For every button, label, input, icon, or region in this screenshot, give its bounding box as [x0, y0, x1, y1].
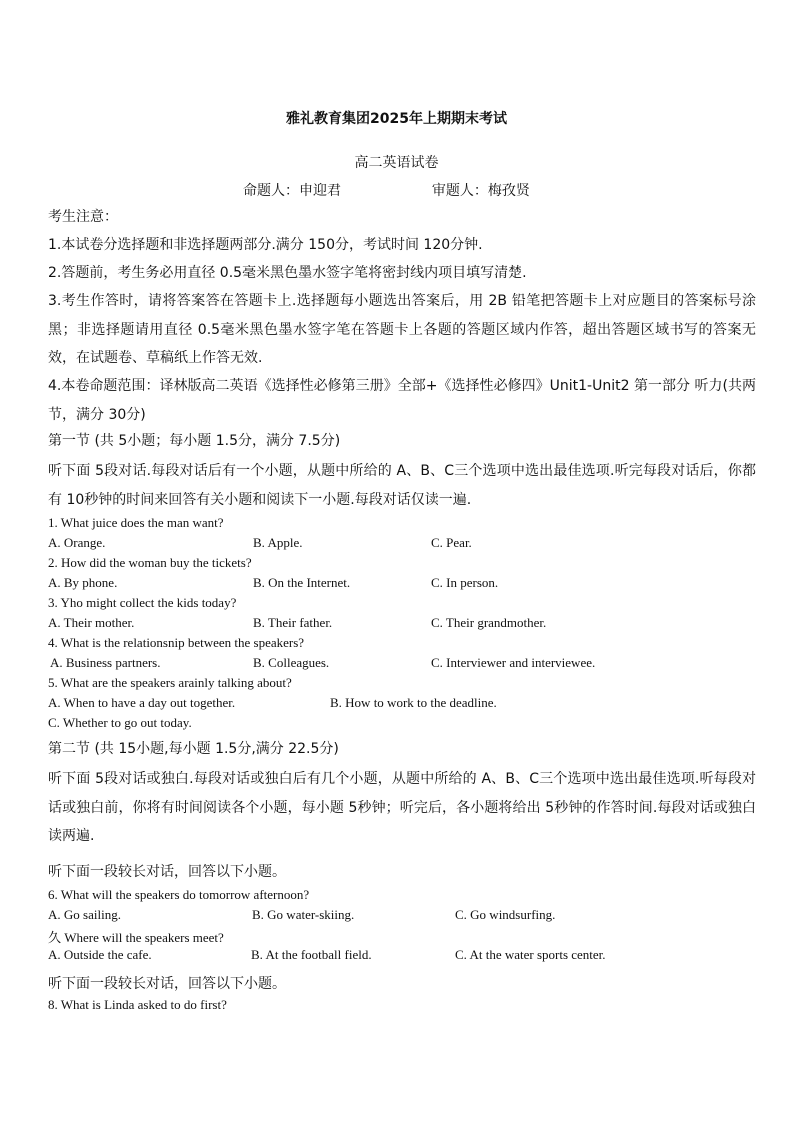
option-c: C. Interviewer and interviewee. — [431, 655, 596, 670]
option-a: A. Business partners. — [50, 655, 161, 670]
question-stem: 4. What is the relationsnip between the speakers? — [48, 635, 305, 650]
option-a: A. Orange. — [48, 535, 106, 550]
option-c: C. Go windsurfing. — [455, 907, 556, 922]
question-stem: 久 Where will the speakers meet? — [48, 930, 224, 945]
reviewer-label: 审题人：梅孜贤 — [431, 183, 530, 199]
option-a: A. Their mother. — [48, 615, 135, 630]
exam-subtitle: 高二英语试卷 — [354, 155, 439, 171]
option-b: B. Their father. — [253, 615, 333, 630]
option-a: A. When to have a day out together. — [48, 695, 236, 710]
option-c: C. Whether to go out today. — [48, 715, 192, 730]
option-c: C. Pear. — [431, 535, 472, 550]
question-stem: 8. What is Linda asked to do first? — [48, 997, 227, 1012]
notice-item-4: 4.本卷命题范围：译林版高二英语《选择性必修第三册》全部+《选择性必修四》Unit1-Unit2 第一部分 听力(共两节，满分 30分) — [48, 378, 756, 423]
option-a: A. Go sailing. — [48, 907, 121, 922]
notice-item-3: 3.考生作答时，请将答案答在答题卡上.选择题每小题选出答案后，用 2B 铅笔把答题卡上对应题目的答案标号涂黑；非选择题请用直径 0.5毫米黑色墨水签字笔在答题卡上各题的答题区域内作答，超出答题区域书写的答案无效，在试题卷、草稿纸上作答无效. — [48, 293, 756, 366]
option-b: B. On the Internet. — [253, 575, 351, 590]
question-stem: 3. Yho might collect the kids today? — [48, 595, 237, 610]
section2-heading: 第二节 (共 15小题,每小题 1.5分,满分 22.5分) — [48, 741, 339, 757]
question-stem: 1. What juice does the man want? — [48, 515, 224, 530]
notice-item-2: 2.答题前，考生务必用直径 0.5毫米黑色墨水签字笔将密封线内项目填写清楚. — [48, 265, 527, 281]
option-b: B. Go water-skiing. — [252, 907, 355, 922]
option-b: B. Apple. — [253, 535, 303, 550]
option-c: C. In person. — [431, 575, 499, 590]
notice-heading: 考生注意： — [48, 209, 118, 225]
option-b: B. At the football field. — [251, 947, 372, 962]
section1-heading: 第一节 (共 5小题；每小题 1.5分，满分 7.5分) — [48, 433, 341, 449]
setter-label: 命题人：申迎君 — [243, 183, 341, 199]
option-c: C. At the water sports center. — [455, 947, 606, 962]
option-c: C. Their grandmother. — [431, 615, 547, 630]
option-b: B. Colleagues. — [253, 655, 330, 670]
option-a: A. Outside the cafe. — [48, 947, 152, 962]
notice-item-1: 1.本试卷分选择题和非选择题两部分.满分 150分，考试时间 120分钟. — [48, 237, 483, 253]
exam-title: 雅礼教育集团2025年上期期末考试 — [286, 111, 507, 127]
section2-instructions: 听下面 5段对话或独白.每段对话或独白后有几个小题，从题中所给的 A、B、C三个选项中选出最佳选项.听每段对话或独白前，你将有时间阅读各个小题，每小题 5秒钟；听完后，各小题将给出 5秒钟的作答时间.每段对话或独白读两遍. — [48, 771, 756, 844]
listening-prompt: 听下面一段较长对话，回答以下小题。 — [48, 976, 286, 992]
section1-instructions: 听下面 5段对话.每段对话后有一个小题，从题中所给的 A、B、C三个选项中选出最佳选项.听完每段对话后，你都有 10秒钟的时间来回答有关小题和阅读下一小题.每段对话仅读一遍. — [48, 463, 756, 508]
authors-line — [243, 180, 530, 200]
option-a: A. By phone. — [48, 575, 118, 590]
question-stem: 6. What will the speakers do tomorrow afternoon? — [48, 887, 310, 902]
question-stem: 2. How did the woman buy the tickets? — [48, 555, 252, 570]
listening-prompt: 听下面一段较长对话，回答以下小题。 — [48, 864, 286, 880]
option-b: B. How to work to the deadline. — [330, 695, 497, 710]
question-stem: 5. What are the speakers arainly talking about? — [48, 675, 292, 690]
